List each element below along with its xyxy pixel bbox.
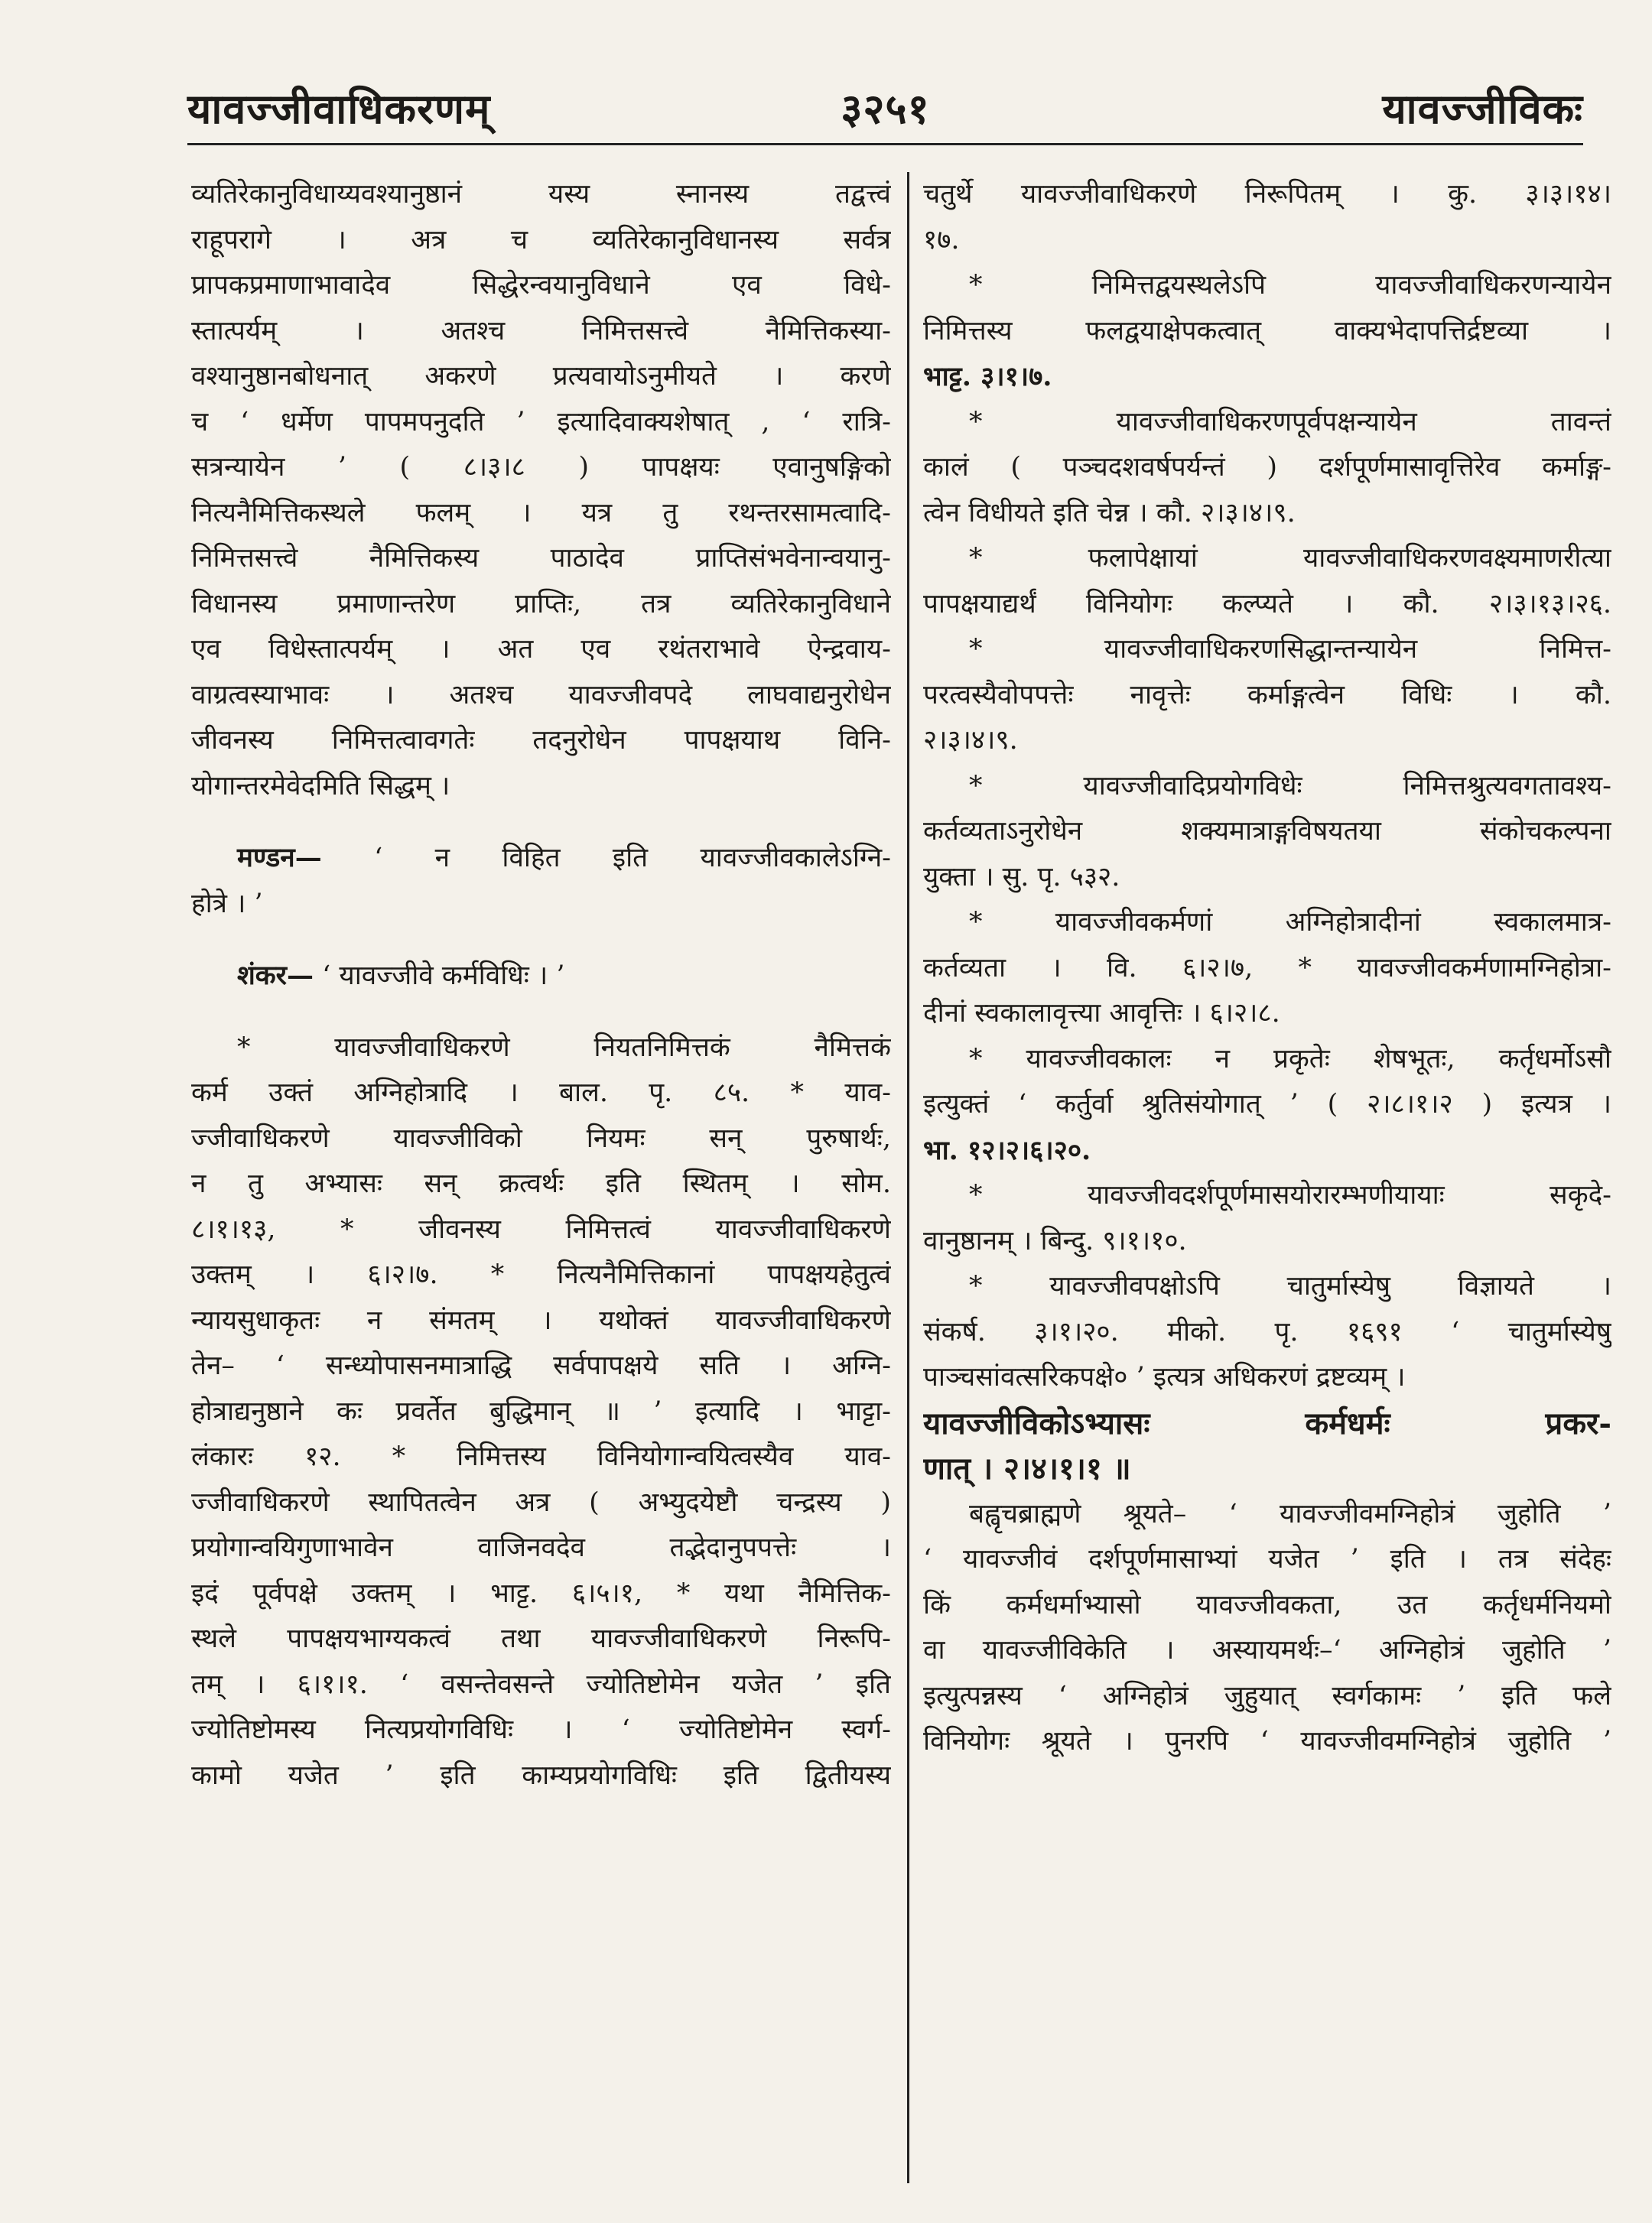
sutra-heading-cont: णात् । २।४।१।१ ॥ [923, 1451, 1131, 1487]
left-column [191, 172, 891, 1799]
text-line: पापक्षयाद्यर्थं विनियोगः कल्प्यते । कौ. २।३।१३।२६. [923, 588, 1611, 619]
text-line: वाग्रत्वस्याभावः । अतश्च यावज्जीवपदे लाघवाद्यनुरोधेन [191, 679, 891, 710]
text-line: * यावज्जीवाधिकरणसिद्धान्तन्यायेन निमित्त- [969, 634, 1611, 665]
shankara-label: शंकर— [237, 960, 314, 991]
text-line: १७. [923, 224, 960, 255]
text-line: प्रयोगान्वयिगुणाभावेन वाजिनवदेव तद्भेदानुपपत्तेः । [191, 1532, 891, 1563]
text-line: चतुर्थे यावज्जीवाधिकरणे निरूपितम् । कु. ३।३।१४। [923, 179, 1611, 210]
text-line: ज्जीवाधिकरणे यावज्जीविको नियमः सन् पुरुषार्थः, [191, 1123, 891, 1154]
text-line: कर्म उक्तं अग्निहोत्रादि । बाल. पृ. ८५. * याव- [191, 1077, 891, 1108]
mandana-label: मण्डन— [237, 842, 322, 873]
text-line: बह्वृचब्राह्मणे श्रूयते– ‘ यावज्जीवमग्निहोत्रं जुहोति ’ [969, 1498, 1611, 1529]
text-line: तेन– ‘ सन्ध्योपासनमात्राद्धि सर्वपापक्षये सति । अग्नि- [191, 1350, 891, 1381]
text-line: * यावज्जीवाधिकरणपूर्वपक्षन्यायेन तावन्तं [969, 406, 1611, 437]
text-line: निमित्तसत्त्वे नैमित्तिकस्य पाठादेव प्राप्तिसंभवेनान्वयानु- [191, 543, 891, 574]
text-line: सत्रन्यायेन ’ ( ८।३।८ ) पापक्षयः एवानुषङ्गिको [191, 452, 891, 483]
text-line: होत्रे । ’ [191, 888, 263, 919]
text-line: कर्तव्यताऽनुरोधेन शक्यमात्राङ्गविषयतया संकोचकल्पना [923, 816, 1611, 847]
text-line: ज्योतिष्टोमस्य नित्यप्रयोगविधिः । ‘ ज्योतिष्टोमेन स्वर्ग- [191, 1714, 891, 1745]
text-line: संकर्ष. ३।१।२०. मीको. पृ. १६९१ ‘ चातुर्मास्येषु [923, 1316, 1611, 1347]
running-title-right: यावज्जीविकः [1382, 84, 1583, 133]
text-line: प्रापकप्रमाणाभावादेव सिद्धेरन्वयानुविधाने एव विधे- [191, 270, 891, 301]
text-line: पाञ्चसांवत्सरिकपक्षे० ’ इत्यत्र अधिकरणं द्रष्टव्यम् । [923, 1362, 1406, 1393]
text-line: * यावज्जीवदर्शपूर्णमासयोरारम्भणीयायाः सकृदे- [969, 1180, 1611, 1211]
right-column [923, 172, 1611, 1765]
text-line: च ‘ धर्मेण पापमपनुदति ’ इत्यादिवाक्यशेषात् , ‘ रात्रि- [191, 406, 891, 437]
text-line: * निमित्तद्वयस्थलेऽपि यावज्जीवाधिकरणन्यायेन [969, 270, 1611, 301]
running-title-left: यावज्जीवाधिकरणम् [187, 84, 491, 133]
text-line: नित्यनैमित्तिकस्थले फलम् । यत्र तु रथन्तरसामत्वादि- [191, 497, 891, 528]
header-rule [187, 143, 1583, 145]
text-line: कालं ( पञ्चदशवर्षपर्यन्तं ) दर्शपूर्णमासावृत्तिरेव कर्माङ्ग- [923, 452, 1611, 483]
text-line: वा यावज्जीविकेति । अस्यायमर्थः–‘ अग्निहोत्रं जुहोति ’ [923, 1635, 1611, 1666]
sutra-heading: यावज्जीविकोऽभ्यासः कर्मधर्मः प्रकर- [923, 1405, 1611, 1441]
text-line: होत्राद्यनुष्ठाने कः प्रवर्तेत बुद्धिमान् ॥ ’ इत्यादि । भाट्टा- [191, 1396, 891, 1427]
text-line: * यावज्जीवादिप्रयोगविधेः निमित्तश्रुत्यवगतावश्य- [969, 770, 1611, 801]
text-line: एव विधेस्तात्पर्यम् । अत एव रथंतराभावे ऐन्द्रवाय- [191, 634, 891, 665]
text-line: भाट्ट. ३।१।७. [923, 361, 1052, 392]
text-line: व्यतिरेकानुविधाय्यवश्यानुष्ठानं यस्य स्नानस्य तद्वत्त्वं [191, 179, 891, 210]
text-line: २।३।४।९. [923, 725, 1018, 756]
text-line: स्थले पापक्षयभाग्यकत्वं तथा यावज्जीवाधिकरणे निरूपि- [191, 1623, 891, 1654]
shankara-entry [191, 953, 891, 999]
text-line: राहूपरागे । अत्र च व्यतिरेकानुविधानस्य सर्वत्र [191, 224, 891, 255]
paragraph-gap [191, 809, 891, 835]
text-line: इत्युत्पन्नस्य ‘ अग्निहोत्रं जुहुयात् स्वर्गकामः ’ इति फले [923, 1680, 1611, 1711]
shankara-quote: ‘ यावज्जीवे कर्मविधिः । ’ [322, 960, 565, 991]
text-line: इत्युक्तं ‘ कर्तुर्वा श्रुतिसंयोगात् ’ ( २।८।१।२ ) इत्यत्र । [923, 1089, 1611, 1120]
text-line: * यावज्जीवकर्मणां अग्निहोत्रादीनां स्वकालमात्र- [969, 907, 1611, 938]
text-line: वानुष्ठानम् । बिन्दु. ९।१।१०. [923, 1225, 1187, 1256]
text-line: ज्जीवाधिकरणे स्थापितत्वेन अत्र ( अभ्युदयेष्टौ चन्द्रस्य ) [191, 1487, 891, 1518]
text-line: * यावज्जीवपक्षोऽपि चातुर्मास्येषु विज्ञायते । [969, 1271, 1611, 1302]
text-line: विधानस्य प्रमाणान्तरेण प्राप्तिः, तत्र व्यतिरेकानुविधाने [191, 588, 891, 619]
text-line: दीनां स्वकालावृत्त्या आवृत्तिः । ६।२।८. [923, 998, 1280, 1029]
paragraph-gap [191, 999, 891, 1025]
text-line: तम् । ६।१।१. ‘ वसन्तेवसन्ते ज्योतिष्टोमेन यजेत ’ इति [191, 1669, 891, 1700]
text-line: त्वेन विधीयते इति चेन्न । कौ. २।३।४।९. [923, 497, 1296, 528]
text-line: विनियोगः श्रूयते । पुनरपि ‘ यावज्जीवमग्निहोत्रं जुहोति ’ [923, 1726, 1611, 1757]
text-line: युक्ता । सु. पृ. ५३२. [923, 861, 1120, 892]
text-line: कामो यजेत ’ इति काम्यप्रयोगविधिः इति द्वितीयस्य [191, 1760, 891, 1791]
text-line: उक्तम् । ६।२।७. * नित्यनैमित्तिकानां पापक्षयहेतुत्वं [191, 1259, 891, 1290]
page-number: ३२५१ [841, 84, 930, 133]
text-line: निमित्तस्य फलद्वयाक्षेपकत्वात् वाक्यभेदापत्तिर्द्रष्टव्या । [923, 315, 1611, 346]
text-line: भा. १२।२।६।२०. [923, 1134, 1091, 1166]
paragraph-gap [191, 927, 891, 953]
text-line: लंकारः १२. * निमित्तस्य विनियोगान्वयित्वस्यैव याव- [191, 1441, 891, 1472]
mandana-quote: ‘ न विहित इति यावज्जीवकालेऽग्नि- [374, 843, 891, 873]
mandana-entry [191, 835, 891, 882]
text-line: न्यायसुधाकृतः न संमतम् । यथोक्तं यावज्जीवाधिकरणे [191, 1305, 891, 1336]
text-line: जीवनस्य निमित्तत्वावगतेः तदनुरोधेन पापक्षयाथ विनि- [191, 725, 891, 756]
text-line: वश्यानुष्ठानबोधनात् अकरणे प्रत्यवायोऽनुमीयते । करणे [191, 361, 891, 392]
column-divider [907, 172, 909, 2183]
text-line: * फलापेक्षायां यावज्जीवाधिकरणवक्ष्यमाणरीत्या [969, 543, 1611, 574]
text-line: ८।१।१३, * जीवनस्य निमित्तत्वं यावज्जीवाधिकरणे [191, 1214, 891, 1245]
text-line: इदं पूर्वपक्षे उक्तम् । भाट्ट. ६।५।१, * यथा नैमित्तिक- [191, 1578, 891, 1609]
text-line: किं कर्मधर्माभ्यासो यावज्जीवकता, उत कर्तृधर्मनियमो [923, 1589, 1611, 1620]
text-line: ‘ यावज्जीवं दर्शपूर्णमासाभ्यां यजेत ’ इति । तत्र संदेहः [923, 1544, 1611, 1575]
page-header [187, 65, 1583, 149]
text-line: कर्तव्यता । वि. ६।२।७, * यावज्जीवकर्मणामग्निहोत्रा- [923, 952, 1611, 983]
text-line: परत्वस्यैवोपपत्तेः नावृत्तेः कर्माङ्गत्वेन विधिः । कौ. [923, 679, 1611, 710]
text-line: * यावज्जीवकालः न प्रकृतेः शेषभूतः, कर्तृधर्मोऽसौ [969, 1043, 1611, 1074]
text-line: * यावज्जीवाधिकरणे नियतनिमित्तकं नैमित्तकं [237, 1032, 891, 1063]
text-line: योगान्तरमेवेदमिति सिद्धम् । [191, 770, 450, 801]
text-line: स्तात्पर्यम् । अतश्च निमित्तसत्त्वे नैमित्तिकस्या- [191, 315, 891, 346]
text-line: न तु अभ्यासः सन् क्रत्वर्थः इति स्थितम् । सोम. [191, 1168, 891, 1199]
